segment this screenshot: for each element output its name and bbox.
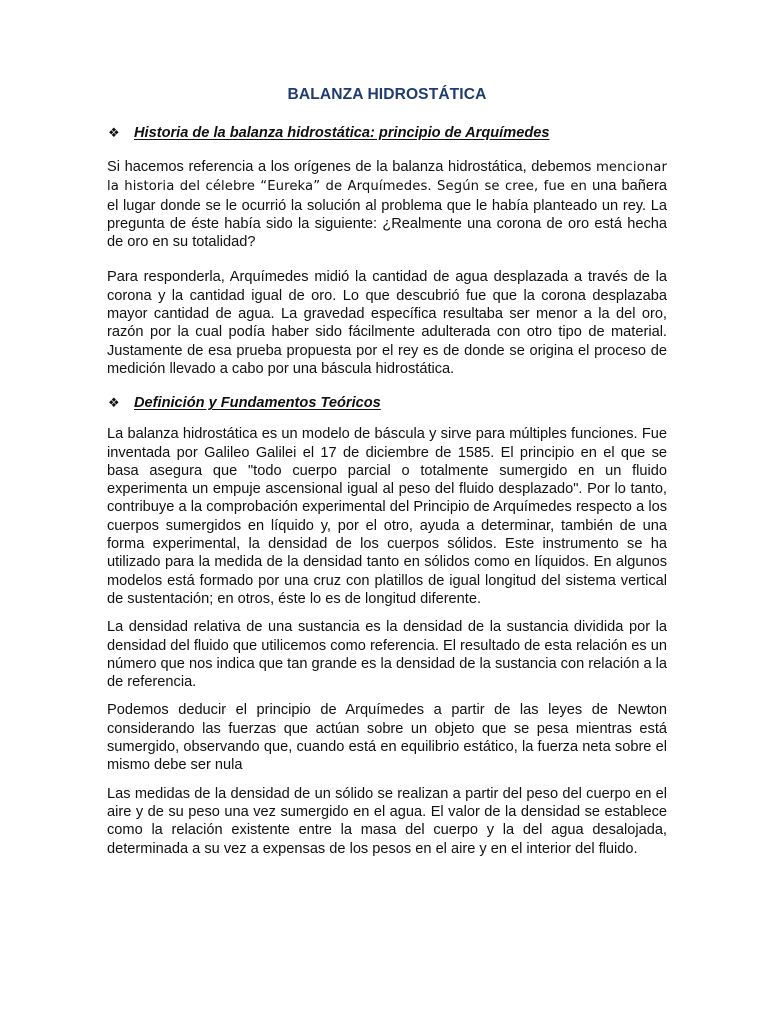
- section-heading-history-text: Historia de la balanza hidrostática: principio de Arquímedes: [134, 125, 550, 141]
- section-heading-definition: [107, 394, 667, 412]
- paragraph-history-answer: Para responderla, Arquímedes midió la cantidad de agua desplazada a través de la corona y la cantidad igual de oro. Lo que descubrió fue que la corona desplazaba mayor cantidad de agua. La gravedad específica resultaba ser menor a la del oro, razón por la cual podía haber sido fácilmente adulterada con otro tipo de material. Justamente de esa prueba propuesta por el rey es de donde se origina el proceso de medición llevado a cabo por una báscula hidrostática.: [107, 269, 667, 377]
- document-title: BALANZA HIDROSTÁTICA: [287, 86, 487, 103]
- section-heading-definition-text: Definición y Fundamentos Teóricos: [134, 395, 381, 412]
- diamond-bullet-icon: ❖: [108, 395, 120, 411]
- paragraph-relative-density: La densidad relativa de una sustancia es la densidad de la sustancia dividida por la densidad del fluido que utilicemos como referencia. El resultado de esta relación es un número que nos indica que tan grande es la densidad de la sustancia con relación a la de referencia.: [107, 619, 667, 691]
- paragraph-definition: La balanza hidrostática es un modelo de báscula y sirve para múltiples funciones. Fue inventada por Galileo Galilei el 17 de diciembre de 1585. El principio en el que se basa asegura que "todo cuerpo parcial o totalmente sumergido en un fluido experimenta un empuje ascensional igual al peso del fluido desplazado". Por lo tanto, contribuye a la comprobación experimental del Principio de Arquímedes respecto a los cuerpos sumergidos en líquido y, por el otro, ayuda a determinar, también de una forma experimental, la densidad de los cuerpos sólidos. Este instrumento se ha utilizado para la medida de la densidad tanto en sólidos como en líquidos. En algunos modelos está formado por una cruz con platillos de igual longitud del sistema vertical de sustentación; en otros, éste lo es de longitud diferente.: [107, 426, 667, 607]
- diamond-bullet-icon: ❖: [108, 125, 120, 140]
- paragraph-history-intro: [107, 158, 667, 251]
- paragraph-history-intro-part1: Si hacemos referencia a los orígenes de la balanza hidrostática, debemos: [107, 159, 596, 175]
- section-heading-history: [107, 124, 667, 142]
- paragraph-solid-density: Las medidas de la densidad de un sólido se realizan a partir del peso del cuerpo en el aire y de su peso una vez sumergido en el agua. El valor de la densidad se establece como la relación existente entre la masa del cuerpo y la del agua desalojada, determinada a su vez a expensas de los pesos en el aire y en el interior del fluido.: [107, 785, 667, 857]
- paragraph-history-intro-part2: mencionar la historia del célebre “Eureka” de Arquímedes. Según se cree, fue en: [107, 160, 667, 195]
- paragraph-newton: Podemos deducir el principio de Arquímedes a partir de las leyes de Newton considerando las fuerzas que actúan sobre un objeto que se pesa mientras está sumergido, observando que, cuando está en equilibrio estático, la fuerza neta sobre el mismo debe ser nula: [107, 702, 667, 774]
- paragraph-history-intro-part3: una bañera el lugar donde se le ocurrió la solución al problema que le había planteado un rey. La pregunta de éste había sido la siguiente: ¿Realmente una corona de oro está hecha de oro en su totalidad?: [107, 178, 667, 251]
